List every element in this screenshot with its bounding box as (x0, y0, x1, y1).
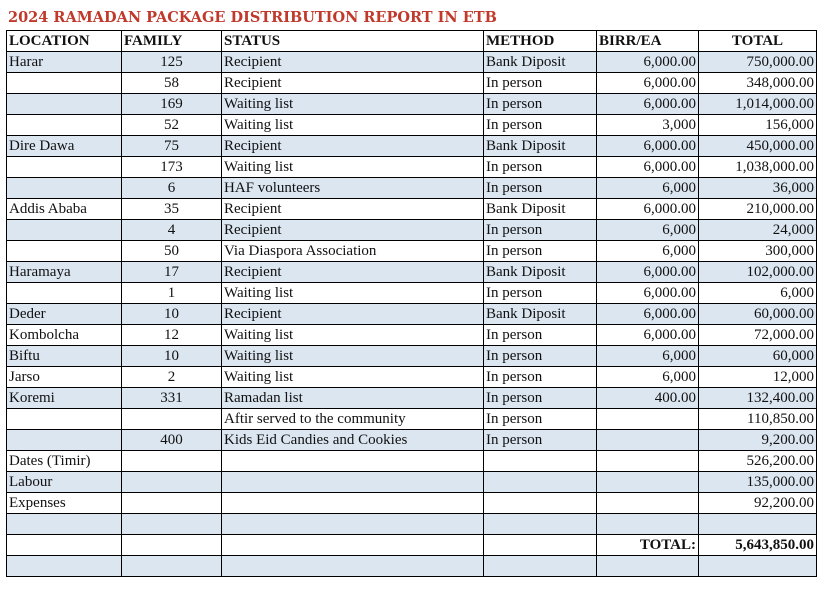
cell-method: In person (484, 220, 597, 241)
cell-family (122, 514, 222, 535)
cell-method: In person (484, 73, 597, 94)
header-status: STATUS (222, 31, 484, 52)
cell-total: 526,200.00 (699, 451, 817, 472)
cell-birr-ea: 6,000 (597, 367, 699, 388)
cell-status: Recipient (222, 136, 484, 157)
table-row (7, 388, 817, 409)
cell-family: 58 (122, 73, 222, 94)
cell-method: Bank Diposit (484, 136, 597, 157)
table-row (7, 94, 817, 115)
cell-location (7, 514, 122, 535)
cell-total: 1,014,000.00 (699, 94, 817, 115)
cell-total: 92,200.00 (699, 493, 817, 514)
cell-total: 156,000 (699, 115, 817, 136)
cell-status: Ramadan list (222, 388, 484, 409)
table-row (7, 367, 817, 388)
cell-status: Kids Eid Candies and Cookies (222, 430, 484, 451)
table-row (7, 157, 817, 178)
cell-total: 132,400.00 (699, 388, 817, 409)
cell-status: Recipient (222, 304, 484, 325)
cell-family: 173 (122, 157, 222, 178)
cell-birr-ea: 3,000 (597, 115, 699, 136)
cell-method: In person (484, 157, 597, 178)
table-row (7, 199, 817, 220)
cell-method (484, 472, 597, 493)
cell-total: 210,000.00 (699, 199, 817, 220)
cell-status (222, 556, 484, 577)
cell-method: Bank Diposit (484, 304, 597, 325)
cell-location (7, 157, 122, 178)
header-family: FAMILY (122, 31, 222, 52)
cell-status: Waiting list (222, 157, 484, 178)
header-method: METHOD (484, 31, 597, 52)
cell-total: 1,038,000.00 (699, 157, 817, 178)
cell-location (7, 115, 122, 136)
cell-status: Recipient (222, 199, 484, 220)
cell-status: HAF volunteers (222, 178, 484, 199)
cell-location: Dates (Timir) (7, 451, 122, 472)
cell-location: Haramaya (7, 262, 122, 283)
cell-total: 12,000 (699, 367, 817, 388)
report-title: 2024 RAMADAN PACKAGE DISTRIBUTION REPORT IN ETB (8, 9, 497, 26)
cell-family: 4 (122, 220, 222, 241)
cell-birr-ea: 6,000.00 (597, 136, 699, 157)
table-row (7, 514, 817, 535)
cell-total: 102,000.00 (699, 262, 817, 283)
cell-status: Waiting list (222, 325, 484, 346)
cell-family: 10 (122, 346, 222, 367)
cell-family: 35 (122, 199, 222, 220)
cell-family: 52 (122, 115, 222, 136)
cell-family (122, 409, 222, 430)
cell-family: 331 (122, 388, 222, 409)
cell-location: Biftu (7, 346, 122, 367)
cell-method: In person (484, 388, 597, 409)
cell-total: 6,000 (699, 283, 817, 304)
cell-location: Addis Ababa (7, 199, 122, 220)
cell-method (484, 493, 597, 514)
cell-method: Bank Diposit (484, 262, 597, 283)
cell-method: Bank Diposit (484, 199, 597, 220)
table-row (7, 556, 817, 577)
cell-location: Labour (7, 472, 122, 493)
cell-status: Recipient (222, 262, 484, 283)
cell-birr-ea: 6,000 (597, 346, 699, 367)
table-row (7, 472, 817, 493)
table-row (7, 346, 817, 367)
cell-birr-ea: 6,000.00 (597, 304, 699, 325)
cell-status (222, 514, 484, 535)
cell-family: 17 (122, 262, 222, 283)
cell-method (484, 556, 597, 577)
cell-birr-ea: 6,000.00 (597, 94, 699, 115)
cell-location (7, 73, 122, 94)
cell-birr-ea (597, 472, 699, 493)
table-row (7, 262, 817, 283)
table-row (7, 52, 817, 73)
cell-family: 75 (122, 136, 222, 157)
cell-status: Recipient (222, 52, 484, 73)
cell-family: 10 (122, 304, 222, 325)
header-location: LOCATION (7, 31, 122, 52)
cell-total: 5,643,850.00 (699, 535, 817, 556)
table-row (7, 178, 817, 199)
cell-method: In person (484, 409, 597, 430)
cell-family (122, 472, 222, 493)
cell-method (484, 514, 597, 535)
table-row (7, 283, 817, 304)
cell-family (122, 493, 222, 514)
cell-birr-ea: 6,000.00 (597, 325, 699, 346)
cell-family (122, 556, 222, 577)
cell-method: In person (484, 283, 597, 304)
cell-location (7, 178, 122, 199)
cell-family (122, 451, 222, 472)
cell-family: 1 (122, 283, 222, 304)
cell-birr-ea: 6,000.00 (597, 199, 699, 220)
cell-total: 750,000.00 (699, 52, 817, 73)
cell-location (7, 409, 122, 430)
cell-location: Deder (7, 304, 122, 325)
cell-status: Recipient (222, 73, 484, 94)
cell-status: Aftir served to the community (222, 409, 484, 430)
cell-family: 400 (122, 430, 222, 451)
cell-status: Waiting list (222, 367, 484, 388)
cell-total: 9,200.00 (699, 430, 817, 451)
cell-status: Recipient (222, 220, 484, 241)
cell-birr-ea: 6,000.00 (597, 157, 699, 178)
cell-location: Kombolcha (7, 325, 122, 346)
table-row (7, 493, 817, 514)
cell-method: In person (484, 325, 597, 346)
cell-total: 110,850.00 (699, 409, 817, 430)
cell-birr-ea (597, 430, 699, 451)
cell-birr-ea: 6,000.00 (597, 262, 699, 283)
cell-total: 348,000.00 (699, 73, 817, 94)
cell-method: In person (484, 178, 597, 199)
table-row (7, 325, 817, 346)
table-row (7, 451, 817, 472)
cell-location (7, 556, 122, 577)
cell-location: Jarso (7, 367, 122, 388)
table-row (7, 241, 817, 262)
cell-status: Waiting list (222, 346, 484, 367)
cell-location (7, 241, 122, 262)
cell-status: Waiting list (222, 94, 484, 115)
table-row (7, 304, 817, 325)
table-row (7, 220, 817, 241)
cell-location: Koremi (7, 388, 122, 409)
cell-status: Via Diaspora Association (222, 241, 484, 262)
cell-location: Expenses (7, 493, 122, 514)
cell-family: 50 (122, 241, 222, 262)
cell-method: In person (484, 430, 597, 451)
distribution-table (6, 30, 817, 577)
header-birr-ea: BIRR/EA (597, 31, 699, 52)
cell-birr-ea: 6,000 (597, 241, 699, 262)
cell-total: 36,000 (699, 178, 817, 199)
cell-location (7, 535, 122, 556)
cell-method: Bank Diposit (484, 52, 597, 73)
cell-birr-ea: 6,000 (597, 220, 699, 241)
cell-total: 450,000.00 (699, 136, 817, 157)
cell-location: Dire Dawa (7, 136, 122, 157)
cell-status (222, 535, 484, 556)
cell-total: 24,000 (699, 220, 817, 241)
cell-method: In person (484, 94, 597, 115)
cell-family: 12 (122, 325, 222, 346)
cell-status (222, 472, 484, 493)
header-row (7, 31, 817, 52)
cell-status (222, 493, 484, 514)
table-row (7, 409, 817, 430)
cell-birr-ea: 6,000.00 (597, 283, 699, 304)
cell-family: 169 (122, 94, 222, 115)
cell-location: Harar (7, 52, 122, 73)
cell-family: 125 (122, 52, 222, 73)
cell-total: 72,000.00 (699, 325, 817, 346)
cell-location (7, 94, 122, 115)
table-row (7, 115, 817, 136)
cell-location (7, 283, 122, 304)
cell-birr-ea (597, 451, 699, 472)
cell-birr-ea (597, 556, 699, 577)
cell-status: Waiting list (222, 115, 484, 136)
cell-birr-ea: 400.00 (597, 388, 699, 409)
cell-total: 60,000.00 (699, 304, 817, 325)
cell-birr-ea: 6,000.00 (597, 52, 699, 73)
cell-method: In person (484, 115, 597, 136)
table-row (7, 73, 817, 94)
cell-birr-ea (597, 409, 699, 430)
cell-location (7, 430, 122, 451)
cell-status (222, 451, 484, 472)
cell-location (7, 220, 122, 241)
cell-method: In person (484, 367, 597, 388)
cell-method: In person (484, 346, 597, 367)
cell-total: 135,000.00 (699, 472, 817, 493)
cell-family (122, 535, 222, 556)
cell-method: In person (484, 241, 597, 262)
table-row (7, 136, 817, 157)
cell-birr-ea (597, 514, 699, 535)
table-row (7, 535, 817, 556)
cell-total: 300,000 (699, 241, 817, 262)
cell-birr-ea (597, 493, 699, 514)
table-row (7, 430, 817, 451)
cell-total: 60,000 (699, 346, 817, 367)
cell-method (484, 535, 597, 556)
cell-birr-ea: 6,000 (597, 178, 699, 199)
cell-birr-ea: 6,000.00 (597, 73, 699, 94)
cell-family: 2 (122, 367, 222, 388)
header-total: TOTAL (699, 31, 817, 52)
cell-birr-ea: TOTAL: (597, 535, 699, 556)
cell-family: 6 (122, 178, 222, 199)
cell-total (699, 514, 817, 535)
cell-total (699, 556, 817, 577)
cell-method (484, 451, 597, 472)
cell-status: Waiting list (222, 283, 484, 304)
